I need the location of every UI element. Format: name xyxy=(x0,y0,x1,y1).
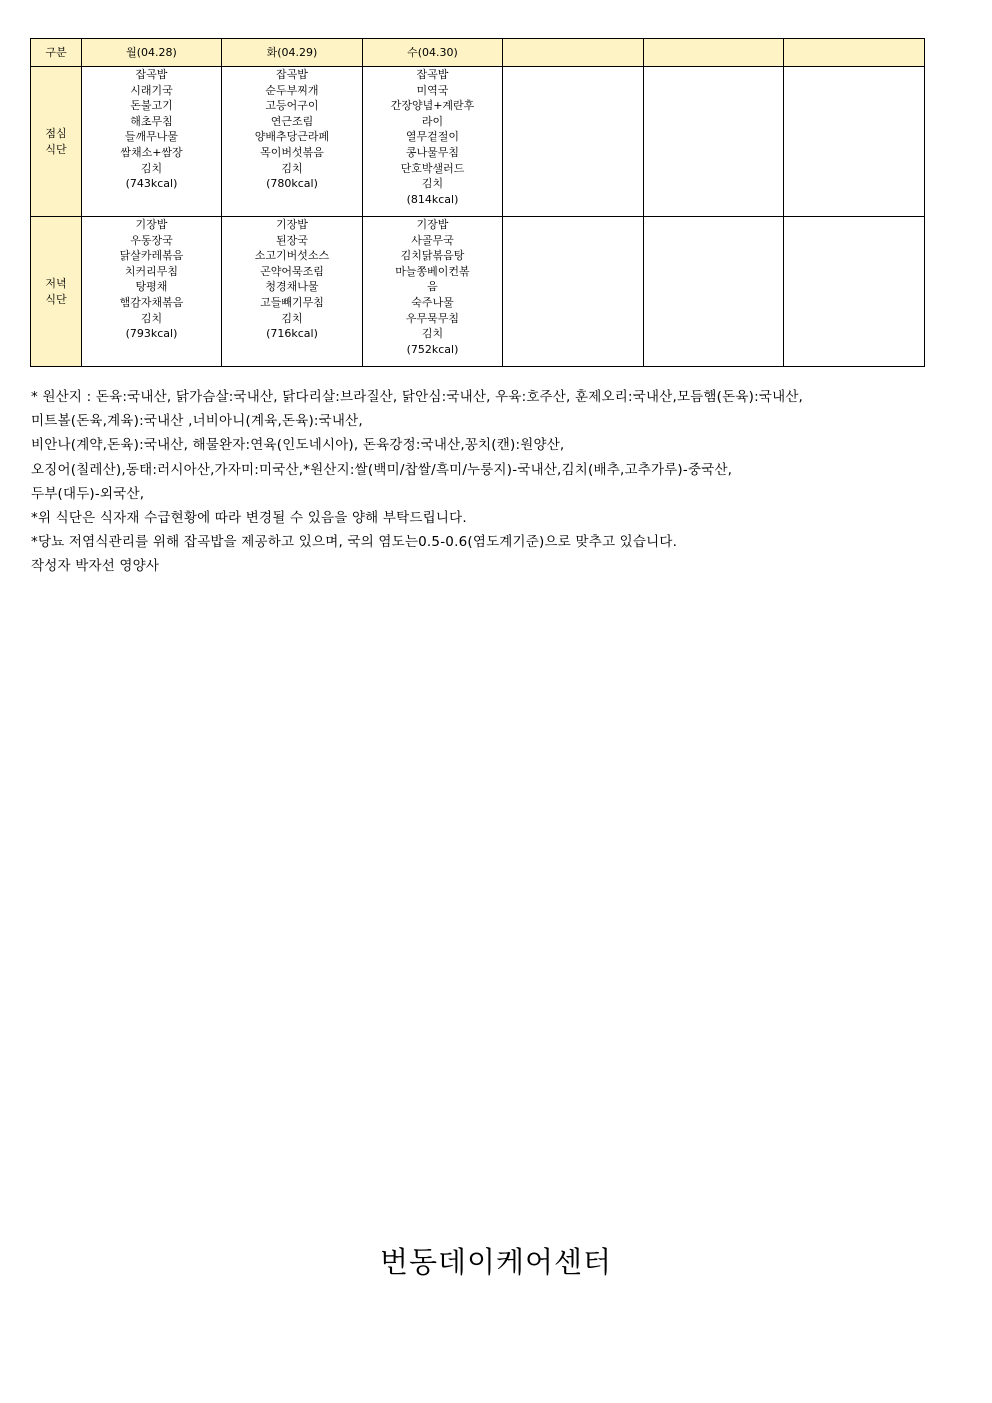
menu-item: 고들빼기무침 xyxy=(260,295,324,309)
menu-item: 김치 xyxy=(281,311,303,325)
menu-item: 순두부찌개 xyxy=(265,83,319,97)
lunch-menu-cell xyxy=(82,67,222,217)
menu-item: 기장밥 xyxy=(135,218,168,231)
menu-item: 연근조림 xyxy=(270,114,314,128)
header-day-2: 화(04.29) xyxy=(222,39,363,67)
menu-item: 음 xyxy=(427,280,438,294)
menu-item: 우동장국 xyxy=(130,233,173,247)
menu-item: 햄감자채볶음 xyxy=(119,295,184,309)
lunch-menu-cell xyxy=(222,67,363,217)
menu-item: 김치 xyxy=(421,327,444,341)
lunch-menu-cell xyxy=(363,67,503,217)
menu-item: 들깨무나물 xyxy=(124,130,179,144)
menu-item: 치커리무침 xyxy=(124,264,179,278)
menu-item: 미역국 xyxy=(416,83,449,97)
menu-item: 된장국 xyxy=(276,233,308,247)
dinner-menu-cell xyxy=(503,217,644,367)
menu-item: 기장밥 xyxy=(276,218,308,231)
lunch-label-line: 식단 xyxy=(45,142,67,156)
menu-item: (743kcal) xyxy=(125,177,178,191)
menu-item: 우무묵무침 xyxy=(405,311,460,325)
menu-item: 청경채나물 xyxy=(265,280,319,294)
header-day-5 xyxy=(644,39,784,67)
menu-item: 양배추당근라페 xyxy=(254,130,330,144)
menu-item: 간장양념+계란후 xyxy=(390,99,475,113)
menu-item: 김치 xyxy=(421,177,444,191)
menu-item: 기장밥 xyxy=(416,218,449,231)
menu-item: (780kcal) xyxy=(266,177,318,191)
menu-item: 라이 xyxy=(421,114,444,128)
menu-item: 잡곡밥 xyxy=(416,68,449,81)
dinner-menu-cell xyxy=(222,217,363,367)
diet-notice: *당뇨 저염식관리를 위해 잡곡밥을 제공하고 있으며, 국의 염도는0.5-0.6(염도계기준)으로 맞추고 있습니다. xyxy=(31,534,678,551)
lunch-row xyxy=(31,67,925,217)
header-day-3: 수(04.30) xyxy=(363,39,503,67)
lunch-menu-cell xyxy=(503,67,644,217)
change-notice: *위 식단은 식자재 수급현황에 따라 변경될 수 있음을 양해 부탁드립니다. xyxy=(31,510,467,527)
origin-note-line: 미트볼(돈육,계육):국내산 ,너비아니(계육,돈육):국내산, xyxy=(31,413,363,430)
lunch-label-line: 점심 xyxy=(45,126,67,140)
menu-item: 김치닭볶음탕 xyxy=(400,249,465,263)
header-day-6 xyxy=(784,39,925,67)
menu-item: 김치 xyxy=(140,311,163,325)
menu-item: 닭살카레볶음 xyxy=(119,249,184,263)
dinner-menu-cell xyxy=(644,217,784,367)
menu-item: (793kcal) xyxy=(125,327,178,341)
origin-note-line: * 원산지 : 돈육:국내산, 닭가슴살:국내산, 닭다리살:브라질산, 닭안심:국내산, 우육:호주산, 훈제오리:국내산,모듬햄(돈육):국내산, xyxy=(31,389,804,405)
origin-note-line: 오징어(칠레산),동태:러시아산,가자미:미국산,*원산지:쌀(백미/찹쌀/흑미/누룽지)-국내산,김치(배추,고추가루)-중국산, xyxy=(31,461,733,478)
menu-item: 김치 xyxy=(140,161,163,175)
menu-item: 곤약어묵조림 xyxy=(260,264,324,278)
lunch-menu-cell xyxy=(784,67,925,217)
dinner-row xyxy=(31,217,925,367)
menu-item: 고등어구이 xyxy=(265,99,319,113)
menu-item: 단호박샐러드 xyxy=(400,161,465,175)
menu-item: 마늘쫑베이컨볶 xyxy=(395,264,470,278)
menu-item: 콩나물무침 xyxy=(405,145,460,159)
origin-note-line: 두부(대두)-외국산, xyxy=(31,485,145,502)
dinner-menu-cell xyxy=(363,217,503,367)
origin-note-line: 비안나(계약,돈육):국내산, 해물완자:연육(인도네시아), 돈육강정:국내산,꽁치(캔):원양산, xyxy=(31,437,565,454)
menu-item: 김치 xyxy=(281,161,303,175)
table-header-row xyxy=(31,39,925,67)
menu-item: (716kcal) xyxy=(266,327,318,341)
menu-item: 사골무국 xyxy=(411,233,454,247)
notes-block xyxy=(31,385,961,579)
menu-item: 해초무침 xyxy=(130,114,173,128)
meal-menu-table xyxy=(30,38,925,367)
header-day-1: 월(04.28) xyxy=(82,39,222,67)
author-line: 작성자 박자선 영양사 xyxy=(31,558,160,575)
menu-item: 숙주나물 xyxy=(411,295,454,309)
menu-item: 잡곡밥 xyxy=(276,68,308,81)
lunch-menu-cell xyxy=(644,67,784,217)
dinner-label xyxy=(31,217,82,367)
header-day-4 xyxy=(503,39,644,67)
menu-item: 열무겉절이 xyxy=(405,130,460,144)
dinner-menu-cell xyxy=(784,217,925,367)
menu-item: 목이버섯볶음 xyxy=(260,145,324,159)
menu-item: 탕평채 xyxy=(135,280,168,294)
menu-item: 잡곡밥 xyxy=(135,68,168,81)
dinner-menu-cell xyxy=(82,217,222,367)
center-name: 번동데이케어센터 xyxy=(379,1245,613,1279)
menu-item: (752kcal) xyxy=(406,342,459,356)
menu-item: 소고기버섯소스 xyxy=(254,249,330,263)
menu-item: 쌈채소+쌈장 xyxy=(120,145,183,159)
header-corner: 구분 xyxy=(31,39,82,67)
menu-item: (814kcal) xyxy=(406,192,459,206)
menu-item: 돈불고기 xyxy=(130,99,173,113)
lunch-label xyxy=(31,67,82,217)
dinner-label-line: 식단 xyxy=(45,292,67,306)
dinner-label-line: 저녁 xyxy=(45,276,67,290)
menu-item: 시래기국 xyxy=(130,83,173,97)
